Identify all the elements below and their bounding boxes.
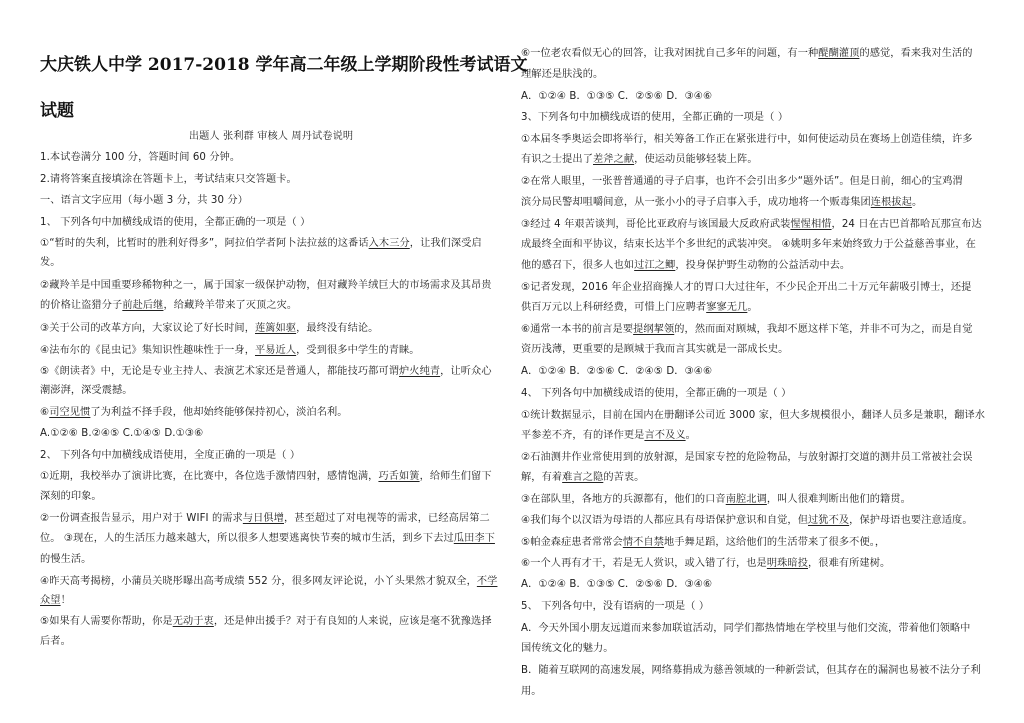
text-line bbox=[521, 47, 973, 61]
text-span: 的价格让盗猎分子 bbox=[40, 300, 123, 311]
underlined-idiom: 醍醐灌顶 bbox=[818, 48, 860, 59]
text-line bbox=[521, 493, 911, 507]
text-line: 用。 bbox=[521, 686, 542, 697]
underlined-idiom: 惺惺相惜 bbox=[790, 219, 832, 230]
text-span: ⑤帕金森症患者常常会 bbox=[521, 537, 623, 548]
underlined-idiom: 不学 bbox=[476, 576, 498, 587]
text-span: ，给师生们留下 bbox=[419, 471, 492, 482]
text-line: 国传统文化的魅力。 bbox=[521, 643, 614, 654]
text-line: 一、语言文字应用（每小题 3 分，共 30 分） bbox=[40, 195, 248, 206]
text-span: ⑥一个人再有才干，若是无人赏识，或入错了行，也是 bbox=[521, 558, 767, 569]
text-line bbox=[521, 301, 758, 315]
text-line bbox=[40, 470, 492, 484]
text-line: 出题人 张利群 审核人 周丹试卷说明 bbox=[188, 131, 354, 142]
text-line: ⑤记者发现，2016 年企业招商操人才的胃口大过往年，不少民企开出二十万元年薪吸引博士，还提 bbox=[521, 282, 972, 293]
underlined-idiom: 巧舌如簧 bbox=[378, 471, 420, 482]
text-span: ①“暂时的失利，比暂时的胜利好得多”，阿拉伯学者阿卜法拉兹的这番话 bbox=[40, 238, 369, 249]
text-line bbox=[40, 406, 348, 420]
text-span: ，使运动员能够轻装上阵。 bbox=[634, 154, 758, 165]
text-line bbox=[40, 575, 497, 589]
text-line: 3、下列各句中加横线成语的使用，全都正确的一项是（ ） bbox=[521, 112, 789, 123]
text-line: 深刻的印象。 bbox=[40, 491, 102, 502]
text-line: 1、 下列各句中加横线成语的使用，全都正确的一项是（ ） bbox=[40, 217, 311, 228]
text-line bbox=[521, 514, 973, 528]
text-line: ①本届冬季奥运会即将举行，相关筹备工作正在紧张进行中，如何使运动员在赛场上创造佳绩，许多 bbox=[521, 134, 973, 145]
underlined-idiom: 寥寥无几 bbox=[706, 302, 748, 313]
text-span: 的感觉，看来我对生活的 bbox=[859, 48, 973, 59]
text-span: 了为利益不择手段，他却始终能够保持初心，淡泊名利。 bbox=[90, 407, 348, 418]
text-line: A．①②④ B．①③⑤ C．②⑤⑥ D．③④⑥ bbox=[521, 579, 713, 590]
exam-title: 大庆铁人中学 2017-2018 学年高二年级上学期阶段性考试语文 bbox=[40, 55, 528, 75]
underlined-idiom: 情不自禁 bbox=[622, 537, 664, 548]
underlined-idiom: 司空见惯 bbox=[49, 407, 91, 418]
text-span: ③在部队里，各地方的兵源都有，他们的口音 bbox=[521, 494, 726, 505]
text-span: ，让听众心 bbox=[440, 366, 492, 377]
text-span: ，让我们深受启 bbox=[409, 238, 482, 249]
text-span: 地手舞足蹈，这给他们的生活带来了很多不便。， bbox=[663, 537, 886, 548]
underlined-idiom: 南腔北调 bbox=[725, 494, 767, 505]
underlined-idiom: 平易近人 bbox=[254, 345, 297, 356]
text-line: 资历浅薄，更重要的是顾城于我而言其实就是一部成长史。 bbox=[521, 344, 789, 355]
underlined-idiom: 言不及义 bbox=[644, 430, 686, 441]
text-span: 他的感召下，很多人也如 bbox=[521, 260, 635, 271]
underlined-idiom: 明珠暗投 bbox=[766, 558, 808, 569]
text-span: ，保护母语也要注意适度。 bbox=[849, 515, 973, 526]
text-line: 潮澎湃，深受震撼。 bbox=[40, 385, 133, 396]
text-span: 有识之士提出了 bbox=[521, 154, 594, 165]
underlined-idiom: 众望 bbox=[40, 595, 61, 606]
text-line bbox=[521, 471, 644, 485]
underlined-idiom: 差斧之献 bbox=[593, 154, 635, 165]
underlined-idiom: 提纲挈领 bbox=[633, 324, 675, 335]
text-line bbox=[521, 153, 758, 167]
text-line bbox=[40, 594, 71, 608]
text-line bbox=[40, 344, 420, 358]
underlined-idiom: 难言之隐 bbox=[562, 472, 604, 483]
text-line: 理解还是肤浅的。 bbox=[521, 69, 604, 80]
text-line: 的慢生活。 bbox=[40, 554, 92, 565]
text-line bbox=[40, 237, 482, 251]
text-span: ，很难有所建树。 bbox=[808, 558, 891, 569]
text-span: ⑤如果有人需要你帮助，你是 bbox=[40, 616, 173, 627]
text-span: 供百万元以上科研经费，可惜上门应聘者 bbox=[521, 302, 707, 313]
text-line bbox=[40, 512, 490, 526]
text-span: 平参差不齐，有的译作更是 bbox=[521, 430, 645, 441]
underlined-idiom: 前赴后继 bbox=[122, 300, 164, 311]
text-span: ④我们每个以汉语为母语的人都应具有母语保护意识和自觉，但 bbox=[521, 515, 808, 526]
text-line bbox=[40, 615, 492, 629]
text-span: ⑥ bbox=[40, 407, 50, 418]
text-span: ②一份调查报告显示，用户对于 WIFI 的需求 bbox=[40, 513, 243, 524]
text-line: A.①②⑥ B.②④⑤ C.①④⑤ D.①③⑥ bbox=[40, 428, 204, 439]
text-span: 位。 ③现在，人的生活压力越来越大，所以很多人想要逃离快节奏的城市生活，到乡下去过 bbox=[40, 533, 454, 544]
text-line bbox=[40, 532, 495, 546]
text-span: ，给藏羚羊带来了灭顶之灾。 bbox=[163, 300, 298, 311]
text-line: 2、 下列各句中加横线成语使用，全度正确的一项是（ ） bbox=[40, 450, 301, 461]
underlined-idiom: 莲篱如驱 bbox=[254, 323, 297, 334]
text-span: 。 bbox=[747, 302, 758, 313]
underlined-idiom: 瓜田李下 bbox=[453, 533, 495, 544]
text-span: 的，然而面对顾城，我却不愿这样下笔，并非不可为之，而是自觉 bbox=[674, 324, 973, 335]
text-span: ④昨天高考揭榜，小蒲员关晓彤曝出高考成绩 552 分，很多网友评论说，小丫头果然才貌双全， bbox=[40, 576, 477, 587]
text-line: 后者。 bbox=[40, 636, 71, 647]
text-line: ①统计数据显示，目前在国内在册翻译公司近 3000 家，但大多规模很小，翻译人员多是兼职，翻译水 bbox=[521, 410, 986, 421]
exam-title-cont: 试题 bbox=[40, 101, 74, 121]
text-line: ②石油测井作业常使用到的放射源，是国家专控的危险物品，与放射源打交道的测井员工常被社会误 bbox=[521, 452, 973, 463]
text-line: ②藏羚羊是中国重要珍稀物种之一，属于国家一级保护动物，但对藏羚羊绒巨大的市场需求及其昂贵 bbox=[40, 280, 492, 291]
text-line: 成最终全面和平协议，结束长达半个多世纪的武装冲突。 ④姚明多年来始终致力于公益慈善事业，在 bbox=[521, 239, 976, 250]
text-line: A．①②④ B．②⑤⑥ C．②④⑤ D．③④⑥ bbox=[521, 366, 713, 377]
text-line: 1.本试卷满分 100 分，答题时间 60 分钟。 bbox=[40, 152, 241, 163]
text-span: ，投身保护野生动物的公益活动中去。 bbox=[675, 260, 851, 271]
text-line bbox=[40, 299, 297, 313]
text-span: 解，有着 bbox=[521, 472, 563, 483]
text-line: B．随着互联网的高速发展，网络募捐成为慈善领域的一种新尝试，但其存在的漏洞也易被不法分子利 bbox=[521, 665, 981, 676]
text-line: A．①②④ B．①③⑤ C．②⑤⑥ D．③④⑥ bbox=[521, 91, 713, 102]
text-line bbox=[521, 536, 885, 550]
text-line bbox=[521, 196, 922, 210]
text-line: A．今天外国小朋友远道而来参加联谊活动，同学们都热情地在学校里与他们交流，带着他们领略中 bbox=[521, 623, 971, 634]
text-span: ①近期，我校举办了演讲比赛，在比赛中，各位选手激情四射，感情饱满， bbox=[40, 471, 379, 482]
underlined-idiom: 过犹不及 bbox=[808, 515, 850, 526]
text-span: 。 bbox=[685, 430, 696, 441]
underlined-idiom: 与日俱增 bbox=[242, 513, 285, 524]
text-span: ⑤《朗读者》中，无论是专业主持人、表演艺术家还是普通人，都能技巧都可谓 bbox=[40, 366, 400, 377]
text-span: 。 bbox=[911, 197, 923, 208]
text-line bbox=[521, 429, 696, 443]
text-line bbox=[521, 323, 973, 337]
text-line bbox=[521, 218, 982, 232]
text-span: 的苦衷。 bbox=[603, 472, 645, 483]
text-line: 2.请将答案直接填涂在答题卡上，考试结束只交答题卡。 bbox=[40, 174, 297, 185]
text-line bbox=[521, 557, 890, 571]
text-span: ，叫人很难判断出他们的籍贯。 bbox=[766, 494, 911, 505]
text-span: ，还是伸出援手？对于有良知的人来说，应该是毫不犹豫选择 bbox=[213, 616, 492, 627]
text-line bbox=[521, 259, 850, 273]
underlined-idiom: 炉火纯青 bbox=[399, 366, 441, 377]
underlined-idiom: 过江之鲫 bbox=[634, 260, 676, 271]
underlined-idiom: 无动于衷 bbox=[172, 616, 214, 627]
text-line bbox=[40, 365, 492, 379]
text-span: ，24 日在古巴首都哈瓦那宣布达 bbox=[831, 219, 982, 230]
text-line: 4、 下列各句中加横线成语的使用，全都正确的一项是（ ） bbox=[521, 388, 792, 399]
text-line: 5、 下列各句中，没有语病的一项是（ ） bbox=[521, 601, 710, 612]
text-span: ③关于公司的改革方向，大家议论了好长时间， bbox=[40, 323, 255, 334]
text-line bbox=[40, 322, 378, 336]
text-span: ，最终没有结论。 bbox=[296, 323, 379, 334]
text-line: ②在常人眼里，一张普普通通的寻子启事，也许不会引出多少“题外话”。但是日前，细心的宝鸡渭 bbox=[521, 176, 963, 187]
text-span: ③经过 4 年艰苦谈判，哥伦比亚政府与该国最大反政府武装 bbox=[521, 219, 791, 230]
text-span: ⑥通常一本书的前言是要 bbox=[521, 324, 634, 335]
text-span: ⑥一位老农看似无心的回答，让我对困扰自己多年的问题，有一种 bbox=[521, 48, 819, 59]
text-span: 滨分局民警却咀嚼间意，从一张小小的寻子启事入手，成功地将一个贩毒集团 bbox=[521, 197, 871, 208]
text-span: ，甚至超过了对电视等的需求，已经高居第二 bbox=[284, 513, 490, 524]
text-line: 发。 bbox=[40, 257, 61, 268]
text-span: ，受到很多中学生的青睐。 bbox=[296, 345, 420, 356]
underlined-idiom: 入木三分 bbox=[368, 238, 410, 249]
text-span: ！ bbox=[60, 595, 71, 606]
text-span: ④法布尔的《昆虫记》集知识性趣味性于一身， bbox=[40, 345, 255, 356]
underlined-idiom: 连根拔起 bbox=[870, 197, 912, 208]
